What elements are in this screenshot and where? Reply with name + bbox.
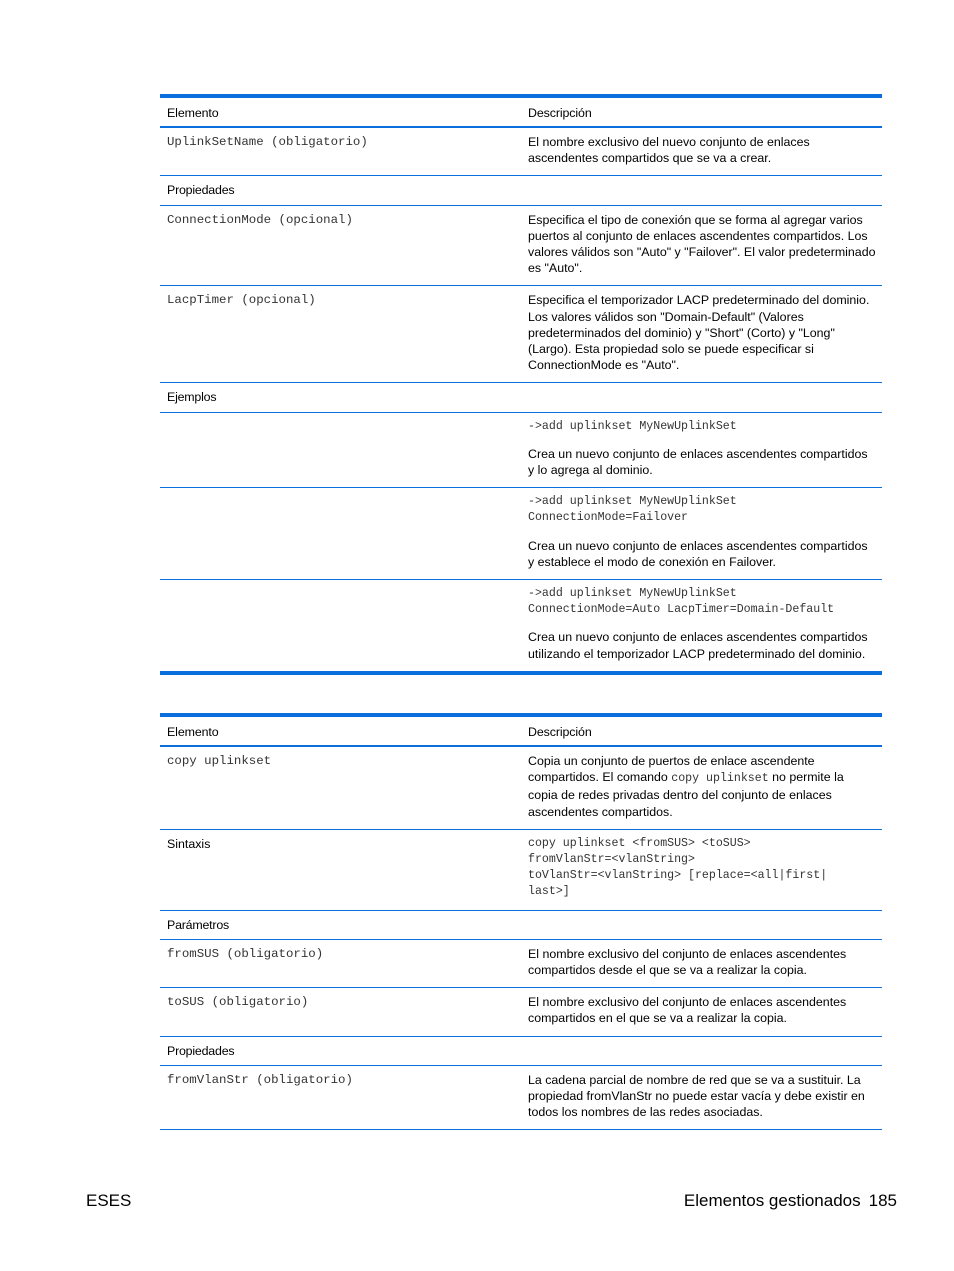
table-header-row bbox=[160, 96, 882, 127]
inline-command: copy uplinkset bbox=[671, 772, 769, 786]
header-elemento: Elemento bbox=[160, 96, 521, 127]
element-description: La cadena parcial de nombre de red que se va a sustituir. La propiedad fromVlanStr no puede estar vacía y debe existir en todos los nombres de las redes asociadas. bbox=[528, 1072, 865, 1120]
example-command: ->add uplinkset MyNewUplinkSet ConnectionMode=Auto LacpTimer=Domain-Default bbox=[528, 587, 835, 617]
element-description: El nombre exclusivo del conjunto de enlaces ascendentes compartidos desde el que se va a realizar la copia. bbox=[528, 946, 847, 978]
uplinkset-add-table bbox=[160, 94, 882, 675]
table-row bbox=[160, 988, 882, 1036]
example-description: Crea un nuevo conjunto de enlaces ascendentes compartidos y establece el modo de conexión en Failover. bbox=[528, 538, 868, 569]
table-row bbox=[160, 127, 882, 176]
element-description: Especifica el temporizador LACP predeterminado del dominio. Los valores válidos son "Domain-Default" (Valores predeterminados del dominio) y "Short" (Corto) y "Long" (Largo). Esta propiedad solo se puede especificar si ConnectionMode es "Auto". bbox=[528, 293, 870, 373]
footer-section bbox=[684, 1191, 897, 1211]
example-description: Crea un nuevo conjunto de enlaces ascendentes compartidos y lo agrega al dominio. bbox=[528, 446, 868, 478]
example-row bbox=[160, 412, 882, 488]
element-name: UplinkSetName (obligatorio) bbox=[167, 135, 368, 149]
table-row bbox=[160, 286, 882, 383]
element-description: Copia un conjunto de puertos de enlace ascendente compartidos. El comando copy uplinkset no permite la copia de redes privadas dentro del conjunto de enlaces ascendentes compartidos. bbox=[528, 754, 844, 819]
section-title: Ejemplos bbox=[167, 390, 217, 405]
example-row bbox=[160, 488, 882, 580]
element-name: fromSUS (obligatorio) bbox=[167, 946, 324, 961]
header-elemento: Elemento bbox=[160, 715, 521, 746]
table-header-row bbox=[160, 715, 882, 746]
element-name: toSUS (obligatorio) bbox=[167, 995, 309, 1010]
example-row bbox=[160, 580, 882, 673]
section-title: Propiedades bbox=[167, 183, 235, 198]
header-descripcion: Descripción bbox=[521, 96, 882, 127]
example-command: ->add uplinkset MyNewUplinkSet ConnectionMode=Failover bbox=[528, 495, 737, 525]
element-description: El nombre exclusivo del nuevo conjunto de enlaces ascendentes compartidos que se va a crear. bbox=[528, 135, 810, 166]
table-row bbox=[160, 939, 882, 987]
table-row bbox=[160, 1065, 882, 1130]
footer-locale: ESES bbox=[86, 1191, 132, 1210]
header-descripcion: Descripción bbox=[521, 715, 882, 746]
table-row bbox=[160, 829, 882, 910]
section-row bbox=[160, 1036, 882, 1065]
syntax-code: copy uplinkset <fromSUS> <toSUS> fromVlanStr=<vlanString> toVlanStr=<vlanString> [replace=<all|first| last>] bbox=[528, 836, 828, 899]
element-name: ConnectionMode (opcional) bbox=[167, 212, 353, 227]
example-description: Crea un nuevo conjunto de enlaces ascendentes compartidos utilizando el temporizador LACP predeterminado del dominio. bbox=[528, 630, 868, 661]
page-number: 185 bbox=[868, 1191, 897, 1210]
uplinkset-copy-table bbox=[160, 713, 882, 1130]
element-name: LacpTimer (opcional) bbox=[167, 293, 316, 308]
element-description: Especifica el tipo de conexión que se forma al agregar varios puertos al conjunto de enlaces ascendentes compartidos. Los valores válidos son "Auto" y "Failover". El valor predeterminado es "Auto". bbox=[528, 212, 876, 276]
element-name: copy uplinkset bbox=[167, 754, 272, 768]
section-row bbox=[160, 910, 882, 939]
element-name: fromVlanStr (obligatorio) bbox=[167, 1072, 353, 1087]
element-description: El nombre exclusivo del conjunto de enlaces ascendentes compartidos en el que se va a realizar la copia. bbox=[528, 995, 847, 1026]
footer-section-title: Elementos gestionados bbox=[683, 1191, 861, 1210]
example-command: ->add uplinkset MyNewUplinkSet bbox=[528, 419, 737, 433]
section-title: Parámetros bbox=[167, 917, 230, 932]
element-name: Sintaxis bbox=[167, 836, 211, 851]
section-title: Propiedades bbox=[167, 1043, 235, 1058]
section-row bbox=[160, 383, 882, 412]
table-row bbox=[160, 205, 882, 286]
table-row bbox=[160, 746, 882, 829]
section-row bbox=[160, 176, 882, 205]
